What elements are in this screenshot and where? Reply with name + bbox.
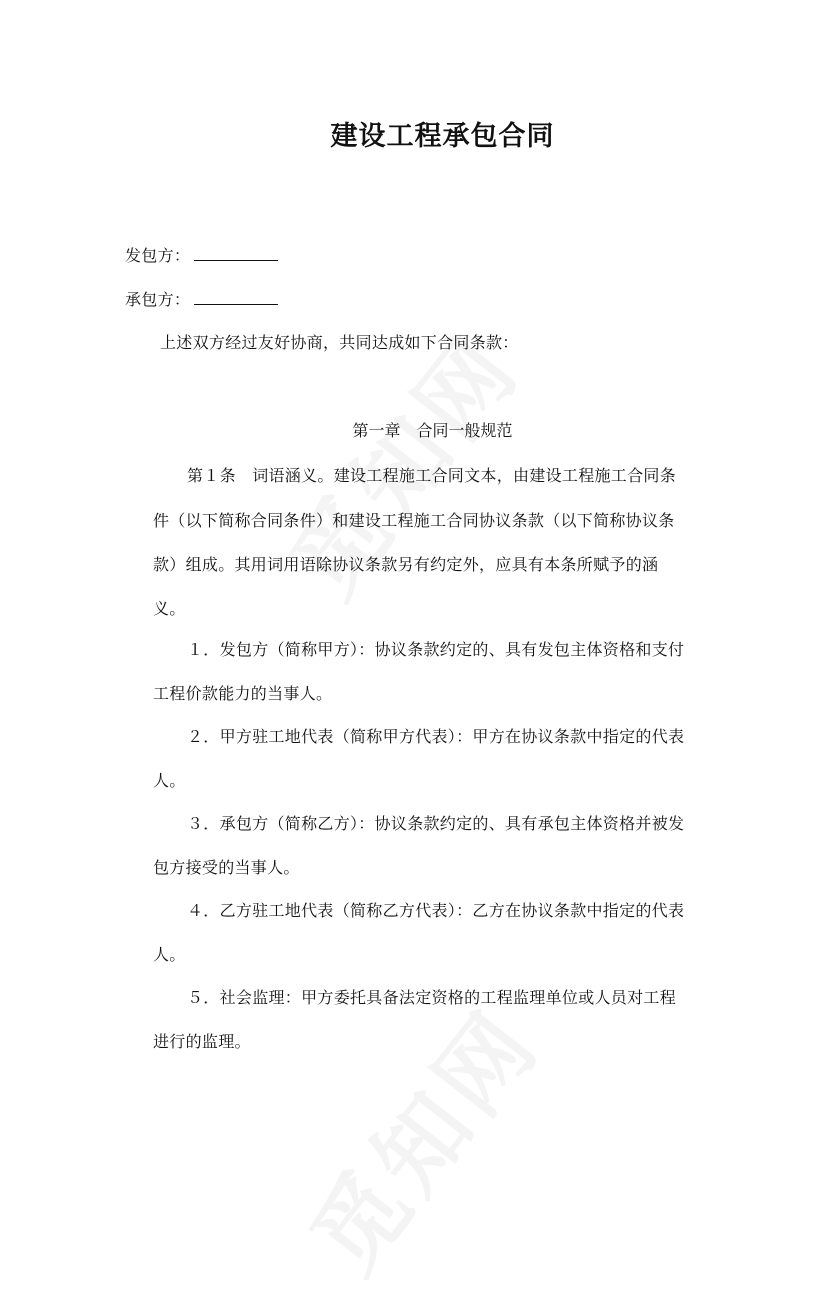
definition-4-line-2: 人。 — [153, 945, 186, 964]
definition-2-line-1: ２．甲方驻工地代表（简称甲方代表）：甲方在协议条款中指定的代表 — [187, 727, 685, 746]
definition-3-line-1: ３．承包方（简称乙方）：协议条款约定的、具有承包主体资格并被发 — [187, 814, 685, 833]
article1-line-1: 第１条 词语涵义。建设工程施工合同文本，由建设工程施工合同条 — [187, 466, 677, 485]
contractor-line — [125, 287, 278, 310]
definition-4-line-1: ４．乙方驻工地代表（简称乙方代表）：乙方在协议条款中指定的代表 — [187, 901, 685, 920]
definition-3-line-2: 包方接受的当事人。 — [153, 858, 300, 877]
contractor-blank — [194, 292, 278, 305]
watermark-bottom — [276, 977, 565, 1295]
definition-2-line-2: 人。 — [153, 771, 186, 790]
article1-line-3: 款）组成。其用词用语除协议条款另有约定外，应具有本条所赋予的涵 — [153, 555, 659, 574]
definition-5-line-2: 进行的监理。 — [153, 1032, 251, 1051]
chapter-title: 合同一般规范 — [416, 421, 513, 440]
definition-1-line-1: １．发包方（简称甲方）：协议条款约定的、具有发包主体资格和支付 — [187, 640, 685, 659]
employer-blank — [194, 248, 278, 261]
article1-line-2: 件（以下简称合同条件）和建设工程施工合同协议条款（以下简称协议条 — [153, 511, 675, 530]
employer-line — [125, 243, 278, 266]
definition-5-line-1: ５．社会监理：甲方委托具备法定资格的工程监理单位或人员对工程 — [187, 988, 677, 1007]
intro-text: 上述双方经过友好协商，共同达成如下合同条款： — [160, 333, 519, 352]
chapter-number: 第一章 — [352, 421, 401, 440]
article1-line-4: 义。 — [153, 599, 186, 618]
employer-label: 发包方： — [125, 246, 191, 265]
definition-1-line-2: 工程价款能力的当事人。 — [153, 684, 333, 703]
contract-title: 建设工程承包合同 — [330, 121, 555, 152]
chapter-heading — [0, 418, 830, 441]
contractor-label: 承包方： — [125, 290, 191, 309]
